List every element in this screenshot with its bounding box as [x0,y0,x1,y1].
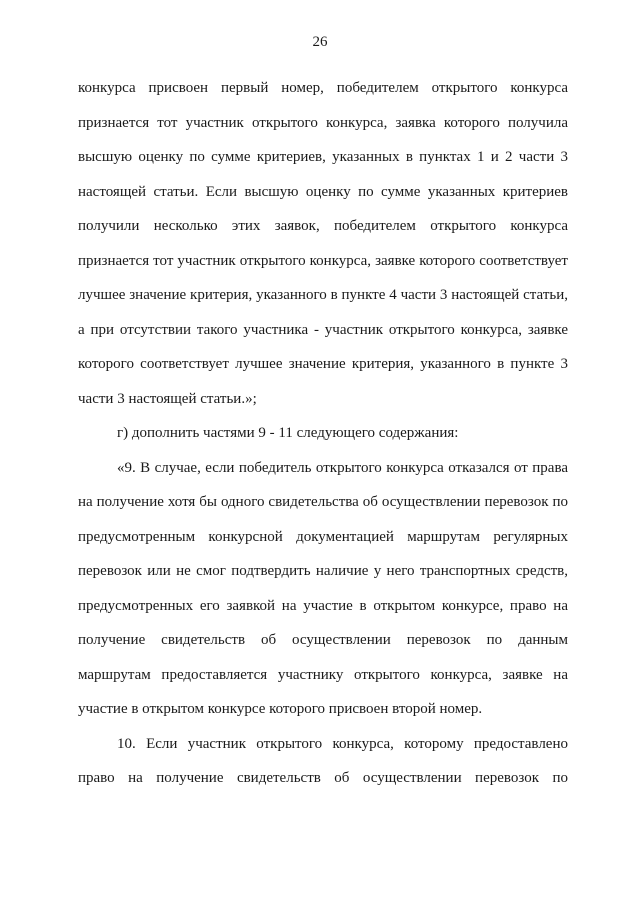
page-number: 26 [312,34,328,50]
document-body [78,71,568,796]
paragraph-subclause-g: г) дополнить частями 9 - 11 следующего содержания: [117,425,459,441]
paragraph-part-10: 10. Если участник открытого конкурса, которому предоставлено право на получение свидетельств об осуществлении перевозок по [78,735,568,786]
paragraph-part-9: «9. В случае, если победитель открытого конкурса отказался от права на получение хотя бы одного свидетельства об осуществлении перевозок по предусмотренным конкурсной документацией маршрутам регулярных перевозок или не смог подтвердить наличие у него транспортных средств, предусмотренных его заявкой на участие в открытом конкурсе, право на получение свидетельств об осуществлении перевозок по данным маршрутам предоставляется участнику открытого конкурса, заявке на участие в открытом конкурсе которого присвоен второй номер. [78,459,568,717]
paragraph-continuation: конкурса присвоен первый номер, победителем открытого конкурса признается тот участник открытого конкурса, заявка которого получила высшую оценку по сумме критериев, указанных в пунктах 1 и 2 части 3 настоящей статьи. Если высшую оценку по сумме указанных критериев получили несколько этих заявок, победителем открытого конкурса признается тот участник открытого конкурса, заявке которого соответствует лучшее значение критерия, указанного в пункте 4 части 3 настоящей статьи, а при отсутствии такого участника - участник открытого конкурса, заявке которого соответствует лучшее значение критерия, указанного в пункте 3 части 3 настоящей статьи.»; [78,80,568,407]
